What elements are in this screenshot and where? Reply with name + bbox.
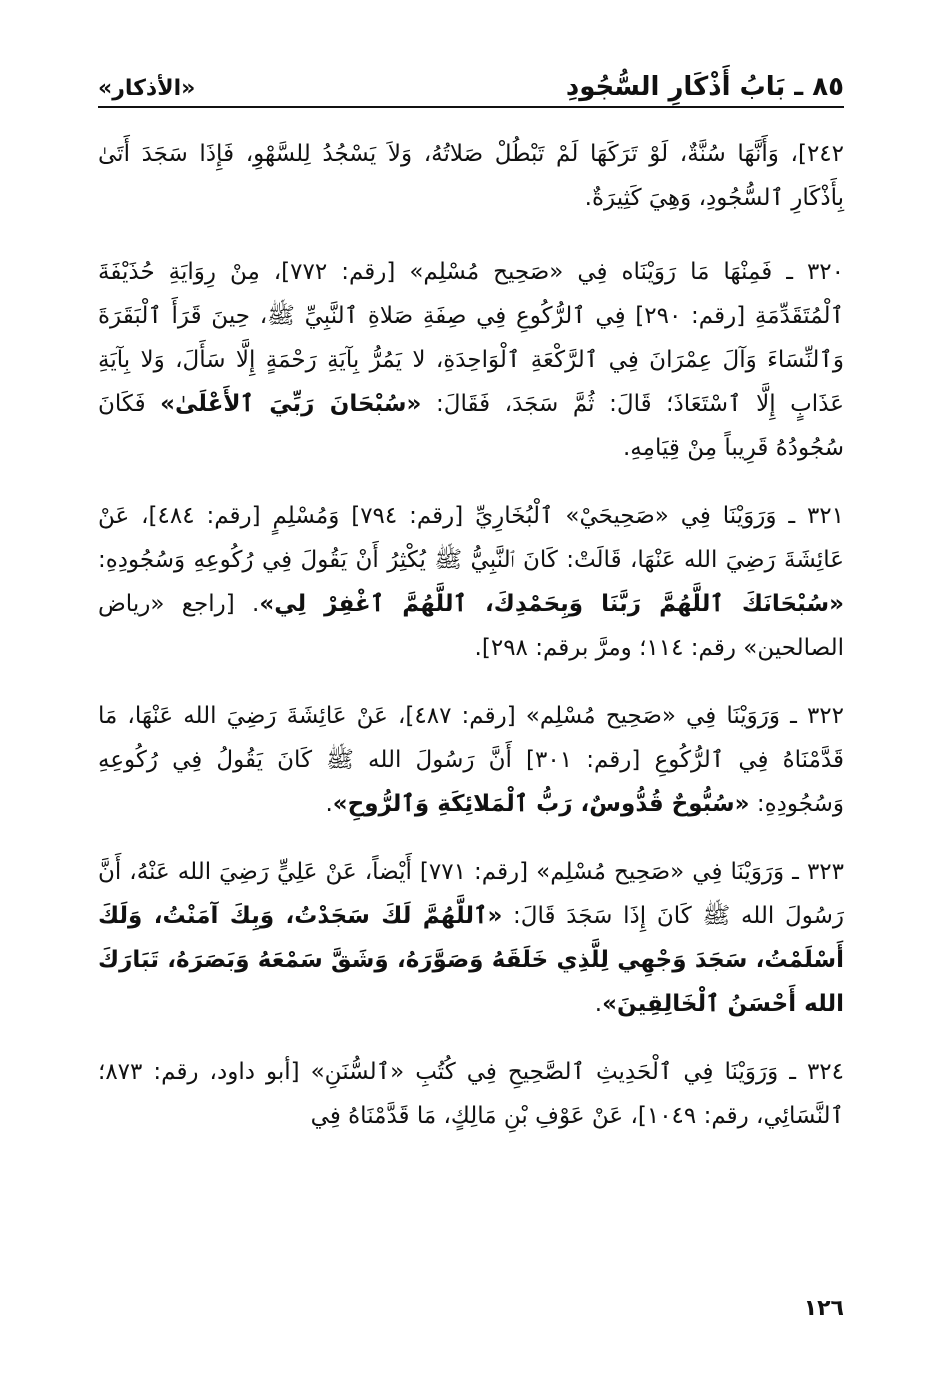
hadith-322-text: ٣٢٢ ـ وَرَوَيْنَا فِي «صَحِيح مُسْلِم» [رقم: ٤٨٧]، عَنْ عَائِشَةَ رَضِيَ الله عَنْهَا، مَا قَدَّمْنَاهُ فِي ٱلرُّكُوعِ [رقم: ٣٠١] أَنَّ رَسُولَ الله ﷺ كَانَ يَقُولُ فِي رُكُوعِهِ وَسُجُودِهِ:: [98, 703, 844, 817]
chapter-title: ٨٥ ـ بَابُ أَذْكَارِ السُّجُودِ: [565, 72, 844, 102]
hadith-322-ending: .: [325, 791, 333, 817]
hadith-323: [98, 850, 844, 1026]
hadith-324: [98, 1050, 844, 1138]
book-title: «الأذكار»: [98, 76, 196, 101]
hadith-321: [98, 494, 844, 670]
hadith-321-dhikr: «سُبْحَانَكَ ٱللَّهُمَّ رَبَّنَا وَبِحَمْدِكَ، ٱللَّهُمَّ ٱغْفِرْ لِي»: [259, 591, 844, 617]
hadith-322: [98, 694, 844, 826]
page-body: [98, 132, 844, 1162]
hadith-324-text: ٣٢٤ ـ وَرَوَيْنَا فِي ٱلْحَدِيثِ ٱلصَّحِيحِ فِي كُتُبِ «ٱلسُّنَنِ» [أبو داود، رقم: ٨٧٣؛ ٱلنَّسَائِي، رقم: ١٠٤٩]، عَنْ عَوْفِ بْنِ مَالِكٍ، مَا قَدَّمْنَاهُ فِي: [98, 1059, 844, 1129]
intro-paragraph: [98, 132, 844, 220]
hadith-321-ending: . [راجع «رياض الصالحين» رقم: ١١٤؛ ومرَّ برقم: ٢٩٨].: [98, 591, 844, 661]
hadith-320-ending: فَكَانَ سُجُودُهُ قَرِيباً مِنْ قِيَامِهِ.: [98, 391, 844, 461]
hadith-322-dhikr: «سُبُّوحٌ قُدُّوسٌ، رَبُّ ٱلْمَلائِكَةِ وَٱلرُّوحِ»: [332, 791, 750, 817]
hadith-321-text: ٣٢١ ـ وَرَوَيْنَا فِي «صَحِيحَيْ» ٱلْبُخَارِيِّ [رقم: ٧٩٤] وَمُسْلِمٍ [رقم: ٤٨٤]، عَنْ عَائِشَةَ رَضِيَ الله عَنْهَا، قَالَتْ: كَانَ ٱلنَّبِيُّ ﷺ يُكْثِرُ أَنْ يَقُولَ فِي رُكُوعِهِ وَسُجُودِهِ:: [98, 503, 845, 573]
hadith-323-dhikr: «ٱللَّهُمَّ لَكَ سَجَدْتُ، وَبِكَ آمَنْتُ، وَلَكَ أَسْلَمْتُ، سَجَدَ وَجْهِي لِلَّذِي خَلَقَهُ وَصَوَّرَهُ، وَشَقَّ سَمْعَهُ وَبَصَرَهُ، تَبَارَكَ الله أَحْسَنُ ٱلْخَالِقِينَ»: [98, 903, 844, 1017]
hadith-320-dhikr: «سُبْحَانَ رَبِّيَ ٱلأَعْلَىٰ»: [160, 391, 422, 417]
running-header: [98, 52, 844, 108]
hadith-320: [98, 250, 844, 470]
book-page: [98, 52, 844, 1332]
intro-text: ٢٤٢]، وَأَنَّهَا سُنَّةٌ، لَوْ تَرَكَهَا لَمْ تَبْطُلْ صَلاتُهُ، وَلاَ يَسْجُدُ لِلسَّهْوِ، فَإِذَا سَجَدَ أَتَىٰ بِأَذْكَارِ ٱلسُّجُودِ، وَهِيَ كَثِيرَةٌ.: [98, 141, 844, 211]
page-number: ١٢٦: [803, 1296, 844, 1321]
hadith-323-text: ٣٢٣ ـ وَرَوَيْنَا فِي «صَحِيح مُسْلِم» [رقم: ٧٧١] أَيْضاً، عَنْ عَلِيٍّ رَضِيَ الله عَنْهُ، أَنَّ رَسُولَ الله ﷺ كَانَ إِذَا سَجَدَ قَالَ:: [98, 859, 844, 929]
hadith-320-text: ٣٢٠ ـ فَمِنْهَا مَا رَوَيْنَاه فِي «صَحِيح مُسْلِم» [رقم: ٧٧٢]، مِنْ رِوَايَةِ حُذَيْفَةَ ٱلْمُتَقَدِّمَةِ [رقم: ٢٩٠] فِي ٱلرُّكُوعِ فِي صِفَةِ صَلاةِ ٱلنَّبِيِّ ﷺ، حِينَ قَرَأَ ٱلْبَقَرَةَ وَٱلنِّسَاءَ وَآلَ عِمْرَانَ فِي ٱلرَّكْعَةِ ٱلْوَاحِدَةِ، لا يَمُرُّ بِآيَةِ رَحْمَةٍ إِلَّا سَأَلَ، وَلا بِآيَةِ عَذَابٍ إِلَّا ٱسْتَعَاذَ؛ قَالَ: ثُمَّ سَجَدَ، فَقَالَ:: [98, 259, 845, 417]
hadith-323-ending: .: [594, 991, 603, 1017]
